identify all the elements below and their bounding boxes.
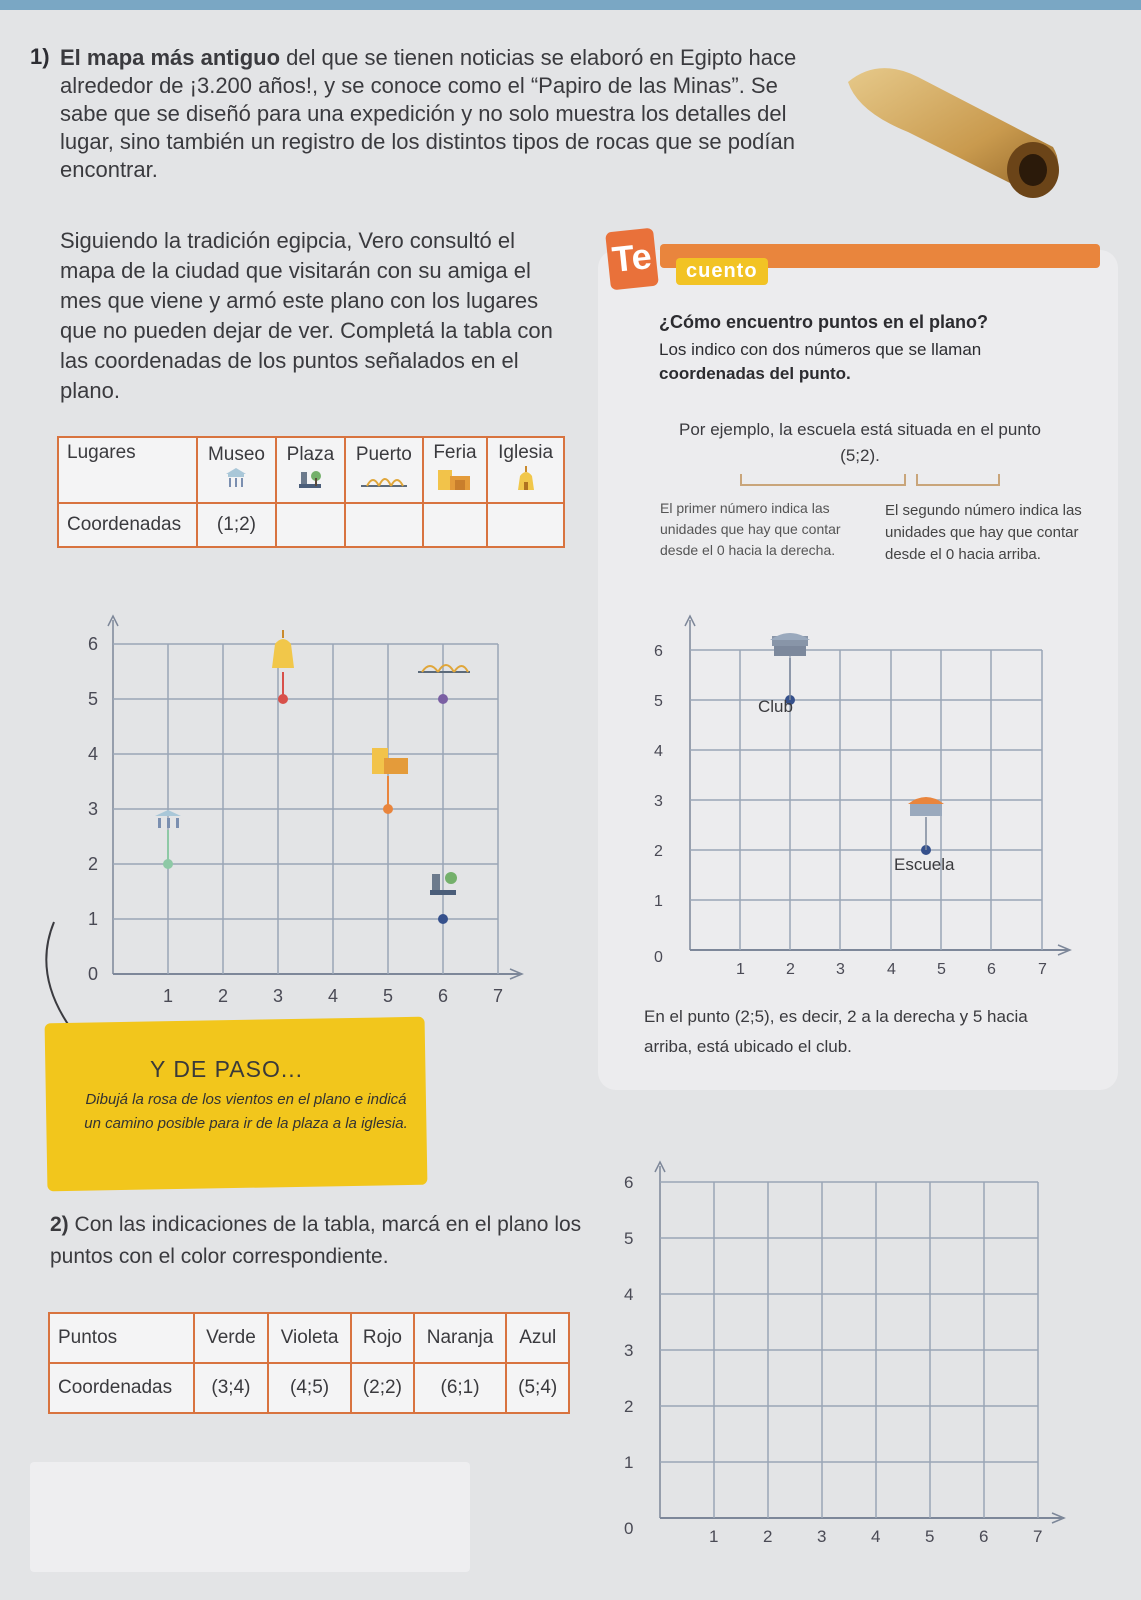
papyrus-scroll-image bbox=[838, 52, 1068, 202]
coord-feria[interactable] bbox=[423, 503, 488, 547]
coord-azul: (5;4) bbox=[506, 1363, 569, 1413]
blank-y-tick-2: 2 bbox=[624, 1397, 634, 1416]
blank-x-tick-3: 3 bbox=[817, 1527, 827, 1546]
place-puerto bbox=[345, 437, 423, 503]
coord-iglesia[interactable] bbox=[487, 503, 564, 547]
te-cuento-question: ¿Cómo encuentro puntos en el plano? bbox=[659, 312, 989, 332]
y-tick-3: 3 bbox=[88, 799, 99, 819]
blank-x-tick-2: 2 bbox=[763, 1527, 773, 1546]
blank-grid[interactable] bbox=[618, 1158, 1078, 1558]
blank-y-tick-3: 3 bbox=[624, 1341, 634, 1360]
bracket-first bbox=[740, 474, 906, 486]
blank-x-tick-1: 1 bbox=[709, 1527, 719, 1546]
x-tick-0: 0 bbox=[88, 964, 99, 984]
points-coords-label: Coordenadas bbox=[49, 1363, 194, 1413]
ex-y-tick-3: 3 bbox=[654, 793, 663, 810]
coord-verde: (3;4) bbox=[194, 1363, 268, 1413]
school-marker bbox=[894, 797, 955, 874]
museum-icon bbox=[219, 466, 253, 490]
ex-x-tick-3: 3 bbox=[836, 961, 845, 978]
coord-rojo: (2;2) bbox=[351, 1363, 414, 1413]
x-tick-1: 1 bbox=[163, 986, 174, 1002]
map-church bbox=[272, 630, 294, 704]
plaza-icon bbox=[293, 466, 327, 490]
ex-x-tick-4: 4 bbox=[887, 961, 896, 978]
ex-x-tick-7: 7 bbox=[1038, 961, 1047, 978]
blank-x-tick-5: 5 bbox=[925, 1527, 935, 1546]
intro-text: Siguiendo la tradición egipcia, Vero consultó el mapa de la ciudad que visitarán con su amiga el mes que viene y armó este plano con los lugares que no pueden dejar de ver. Completá la tabla con las coordenadas de los puntos señalados en el plano. bbox=[60, 228, 553, 403]
y-tick-1: 1 bbox=[88, 909, 99, 929]
map-fair bbox=[372, 748, 408, 814]
blank-x-tick-6: 6 bbox=[979, 1527, 989, 1546]
map-port bbox=[418, 665, 470, 704]
place-museo bbox=[197, 437, 276, 503]
ex-y-tick-1: 1 bbox=[654, 893, 663, 910]
te-cuento-answer-bold: coordenadas del punto. bbox=[659, 364, 851, 383]
first-number-explanation: El primer número indica las unidades que hay que contar desde el 0 hacia la derecha. bbox=[660, 500, 841, 558]
y-tick-6: 6 bbox=[88, 634, 99, 654]
coord-violeta: (4;5) bbox=[268, 1363, 351, 1413]
ex-x-tick-0: 0 bbox=[654, 949, 663, 966]
blank-x-tick-7: 7 bbox=[1033, 1527, 1043, 1546]
color-violeta: Violeta bbox=[268, 1313, 351, 1363]
coord-museo[interactable]: (1;2) bbox=[197, 503, 276, 547]
place-plaza bbox=[276, 437, 345, 503]
exercise-1-body: del que se tienen noticias se elaboró en Egipto hace alrededor de ¡3.200 años!, y se conoce como el “Papiro de las Minas”. Se sabe que se diseñó para una expedición y no solo muestra los detalles del lugar, sino también un registro de los distintos tipos de rocas que se podían encontrar. bbox=[60, 45, 797, 182]
color-verde: Verde bbox=[194, 1313, 268, 1363]
place-puerto-label: Puerto bbox=[355, 444, 412, 465]
map-museum bbox=[155, 810, 181, 869]
place-museo-label: Museo bbox=[207, 444, 265, 465]
blank-x-tick-4: 4 bbox=[871, 1527, 881, 1546]
exercise-2-number: 2) bbox=[50, 1213, 69, 1236]
top-strip bbox=[0, 0, 1141, 10]
blank-y-tick-6: 6 bbox=[624, 1173, 634, 1192]
te-cuento-answer bbox=[659, 338, 1079, 386]
school-label: Escuela bbox=[894, 855, 955, 874]
club-marker bbox=[758, 633, 810, 716]
church-icon bbox=[509, 464, 543, 492]
blank-x-tick-0: 0 bbox=[624, 1519, 634, 1538]
exercise-2-text bbox=[50, 1209, 590, 1273]
coord-naranja: (6;1) bbox=[414, 1363, 507, 1413]
ex-x-tick-6: 6 bbox=[987, 961, 996, 978]
exercise-1-bold: El mapa más antiguo bbox=[60, 45, 281, 70]
x-tick-5: 5 bbox=[383, 986, 394, 1002]
blank-y-tick-5: 5 bbox=[624, 1229, 634, 1248]
ex-y-tick-6: 6 bbox=[654, 643, 663, 660]
te-cuento-caption: En el punto (2;5), es decir, 2 a la derecha y 5 hacia arriba, está ubicado el club. bbox=[644, 1007, 1028, 1056]
blank-y-tick-4: 4 bbox=[624, 1285, 634, 1304]
x-tick-3: 3 bbox=[273, 986, 284, 1002]
exercise-1-number: 1) bbox=[30, 44, 50, 69]
second-number-explanation: El segundo número indica las unidades que hay que contar desde el 0 hacia arriba. bbox=[885, 502, 1082, 563]
places-header-label: Lugares bbox=[67, 442, 136, 463]
exercise-1-text bbox=[60, 44, 820, 184]
port-icon bbox=[359, 466, 409, 490]
place-plaza-label: Plaza bbox=[286, 444, 335, 465]
blank-y-tick-1: 1 bbox=[624, 1453, 634, 1472]
place-iglesia-label: Iglesia bbox=[498, 442, 554, 463]
color-azul: Azul bbox=[506, 1313, 569, 1363]
x-tick-7: 7 bbox=[493, 986, 504, 1002]
place-iglesia bbox=[487, 437, 564, 503]
y-tick-4: 4 bbox=[88, 744, 99, 764]
place-feria-label: Feria bbox=[433, 442, 477, 463]
example-grid bbox=[650, 612, 1080, 982]
ex-x-tick-2: 2 bbox=[786, 961, 795, 978]
ex-y-tick-5: 5 bbox=[654, 693, 663, 710]
place-feria bbox=[423, 437, 488, 503]
y-de-paso-title: Y DE PASO... bbox=[150, 1056, 304, 1082]
te-cuento-example: Por ejemplo, la escuela está situada en el punto (5;2). bbox=[679, 420, 1041, 465]
cuento-label: cuento bbox=[676, 258, 768, 285]
coords-row-label: Coordenadas bbox=[58, 503, 197, 547]
bracket-second bbox=[916, 474, 1000, 486]
fair-icon bbox=[435, 464, 475, 492]
color-naranja: Naranja bbox=[414, 1313, 507, 1363]
ex-x-tick-1: 1 bbox=[736, 961, 745, 978]
city-map-grid bbox=[70, 612, 540, 1002]
ex-y-tick-4: 4 bbox=[654, 743, 663, 760]
ex-x-tick-5: 5 bbox=[937, 961, 946, 978]
points-table bbox=[48, 1312, 570, 1414]
x-tick-6: 6 bbox=[438, 986, 449, 1002]
points-header: Puntos bbox=[49, 1313, 194, 1363]
y-tick-2: 2 bbox=[88, 854, 99, 874]
y-tick-5: 5 bbox=[88, 689, 99, 709]
places-table bbox=[57, 436, 565, 548]
x-tick-2: 2 bbox=[218, 986, 229, 1002]
y-de-paso-text: Dibujá la rosa de los vientos en el plano e indicá un camino posible para ir de la plaza a la iglesia. bbox=[84, 1091, 408, 1132]
ex-y-tick-2: 2 bbox=[654, 843, 663, 860]
places-header bbox=[58, 437, 197, 503]
x-tick-4: 4 bbox=[328, 986, 339, 1002]
te-badge: Te bbox=[605, 228, 659, 291]
coord-puerto[interactable] bbox=[345, 503, 423, 547]
scribble-area bbox=[30, 1462, 470, 1572]
exercise-2-body: Con las indicaciones de la tabla, marcá en el plano los puntos con el color correspondiente. bbox=[50, 1213, 582, 1268]
color-rojo: Rojo bbox=[351, 1313, 414, 1363]
te-cuento-answer-plain: Los indico con dos números que se llaman bbox=[659, 340, 982, 359]
club-label: Club bbox=[758, 697, 793, 716]
coord-plaza[interactable] bbox=[276, 503, 345, 547]
